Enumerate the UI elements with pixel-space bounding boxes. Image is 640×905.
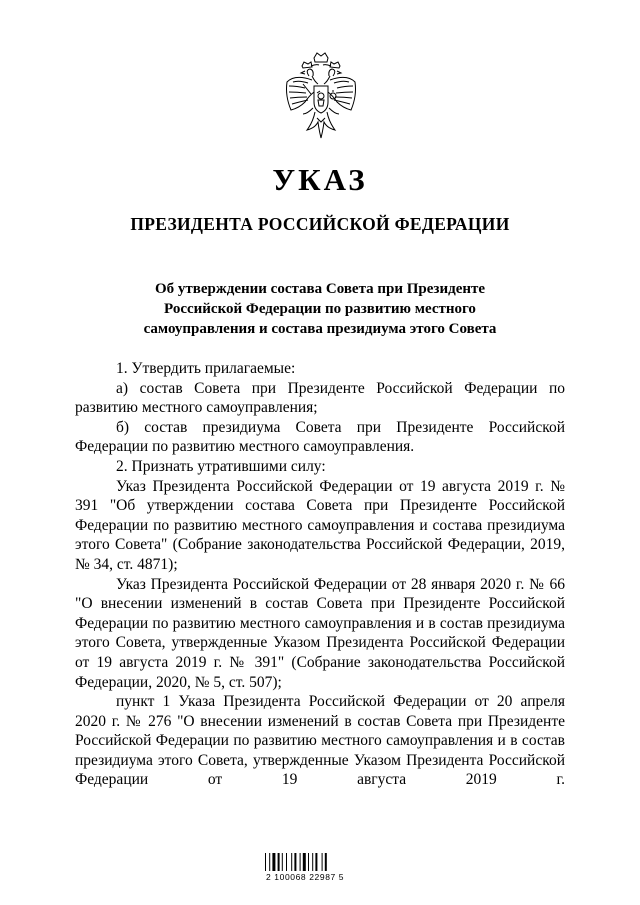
subject-line: Российской Федерации по развитию местного: [164, 301, 476, 317]
paragraph-repeal: 2. Признать утратившими силу:: [116, 457, 326, 475]
paragraph-decree-66: Указ Президента Российской Федерации от 28 января 2020 г. № 66 "О внесении изменений в состав Совета при Президенте Российской Федерации по развитию местного самоуправления и в состав президиума этого Совета, утвержденные Указом Президента Российской Федерации от 19 августа 2019 г. № 391" (Собрание законодательства Российской Федерации, 2020, № 5, ст. 507);: [75, 575, 565, 691]
paragraph-item-a: а) состав Совета при Президенте Российской Федерации по развитию местного самоуправления;: [75, 379, 565, 417]
russian-coat-of-arms-icon: [281, 52, 361, 146]
decree-issuer: ПРЕЗИДЕНТА РОССИЙСКОЙ ФЕДЕРАЦИИ: [130, 214, 510, 234]
barcode-number: 2 100068 22987 5: [266, 872, 345, 882]
decree-subject: [90, 279, 550, 339]
subject-line: самоуправления и состава президиума этого Совета: [143, 321, 497, 337]
decree-title: УКАЗ: [272, 162, 368, 197]
paragraph-item-b: б) состав президиума Совета при Президенте Российской Федерации по развитию местного самоуправления.: [75, 418, 565, 456]
decree-body: [75, 359, 565, 790]
paragraph-decree-276: пункт 1 Указа Президента Российской Федерации от 20 апреля 2020 г. № 276 "О внесении изменений в состав Совета при Президенте Российской Федерации по развитию местного самоуправления и в состав президиума этого Совета, утвержденные Указом Президента Российской Федерации от 19 августа 2019 г.: [75, 693, 565, 789]
subject-line: Об утверждении состава Совета при Президенте: [154, 281, 486, 297]
paragraph-approve: 1. Утвердить прилагаемые:: [116, 360, 296, 377]
paragraph-decree-391: Указ Президента Российской Федерации от 19 августа 2019 г. № 391 "Об утверждении состава Совета при Президенте Российской Федерации по развитию местного самоуправления и состава президиума этого Совета" (Собрание законодательства Российской Федерации, 2019, № 34, ст. 4871);: [75, 477, 565, 573]
